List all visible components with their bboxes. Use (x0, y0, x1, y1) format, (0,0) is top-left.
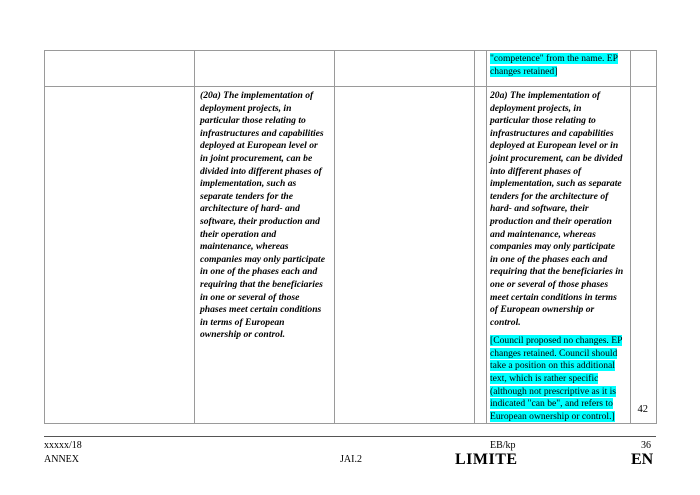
comparison-table (44, 50, 657, 424)
page-number: 36 (641, 440, 651, 451)
comment-line: "competence" from the name. EP (490, 53, 618, 64)
annex-label: ANNEX (44, 454, 79, 465)
limite-marking: LIMITE (455, 451, 518, 468)
commission-recital-text: (20a) The implementation of deployment projects, in particular those relating to infrastructures and capabilities deployed at European level or in joint procurement, can be divided into different phases of implementation, such as separate tenders for the architecture of hard- and software, their production and their operation and maintenance, whereas companies may only participate in one of the phases each and requiring that the beneficiaries in one or several of those phases meet certain conditions in terms of European ownership or control. (200, 90, 325, 341)
table-row (45, 51, 657, 87)
table-cell (631, 51, 657, 87)
language-code: EN (631, 451, 654, 468)
table-cell (195, 51, 335, 87)
table-cell (335, 87, 475, 424)
author-initials: EB/kp (490, 440, 516, 451)
table-cell (45, 51, 195, 87)
table-cell (475, 87, 487, 424)
doc-reference: xxxxx/18 (44, 440, 82, 451)
table-cell (487, 87, 631, 424)
table-cell (195, 87, 335, 424)
continued-comment (487, 51, 630, 78)
comment-line: changes retained] (490, 65, 558, 77)
row-number: 42 (637, 404, 648, 416)
table-cell (335, 51, 475, 87)
council-comment: [Council proposed no changes. EP changes retained. Council should take a position on this additional text, which is rather specific (although not prescriptive as it is indicated "can be", and refers to European ownership or control.] (490, 335, 623, 422)
table-cell (631, 87, 657, 424)
table-cell (45, 87, 195, 424)
table-cell (487, 51, 631, 87)
table-cell (475, 51, 487, 87)
compromise-recital-text: 20a) The implementation of deployment projects, in particular those relating to infrastructures and capabilities deployed at European level or in joint procurement, can be divided into different phases of implementation, such as separate tenders for the architecture of hard- and software, their production and their operation and maintenance, whereas companies may only participate in one of the phases each and requiring that the beneficiaries in one or several of those phases meet certain conditions in terms of European ownership or control. (490, 90, 624, 328)
footer-divider (44, 436, 656, 437)
department-code: JAI.2 (340, 454, 362, 465)
table-row (45, 87, 657, 424)
